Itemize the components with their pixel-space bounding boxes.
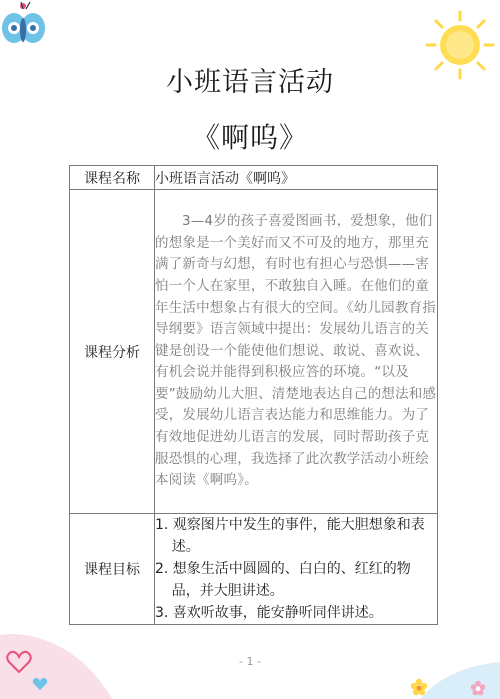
row-label: 课程分析 [70,190,155,514]
page-number: - 1 - [239,655,261,668]
lesson-table [69,165,438,625]
table-row [70,514,438,625]
list-item: 3. 喜欢听故事，能安静听同伴讲述。 [155,605,383,621]
row-label: 课程名称 [70,166,155,190]
list-item: 2. 想象生活中圆圆的、白白的、红红的物品，并大胆讲述。 [155,561,411,599]
course-name-value: 小班语言活动《啊呜》 [155,166,438,190]
flower-icon [410,678,428,696]
table-row [70,190,438,514]
page-title: 小班语言活动 [166,67,334,98]
row-label: 课程目标 [70,514,155,625]
goals-list [155,514,437,624]
heart-icon [32,676,48,692]
course-analysis-cell [155,190,438,514]
table-row [70,166,438,190]
page-subtitle: 《啊呜》 [191,121,308,154]
list-item: 1. 观察图片中发生的事件，能大胆想象和表述。 [155,517,425,555]
butterfly-icon [0,0,48,50]
flower-icon [470,680,486,696]
course-goals-cell [155,514,438,625]
course-analysis-text: 3—4岁的孩子喜爱图画书，爱想象，他们的想象是一个美好而又不可及的地方，那里充满了新奇与幻想，有时也有担心与恐惧——害怕一个人在家里，不敢独自入睡。在他们的童年生活中想象占有很大的空间。《幼儿园教育指导纲要》语言领域中提出：发展幼儿语言的关键是创设一个能使他们想说、敢说、喜欢说、有机会说并能得到积极应答的环境。“以及要”鼓励幼儿大胆、清楚地表达自己的想法和感受，发展幼儿语言表达能力和思维能力。为了有效地促进幼儿语言的发展，同时帮助孩子克服恐惧的心理，我选择了此次教学活动小班绘本阅读《啊呜》。 [155,213,437,489]
